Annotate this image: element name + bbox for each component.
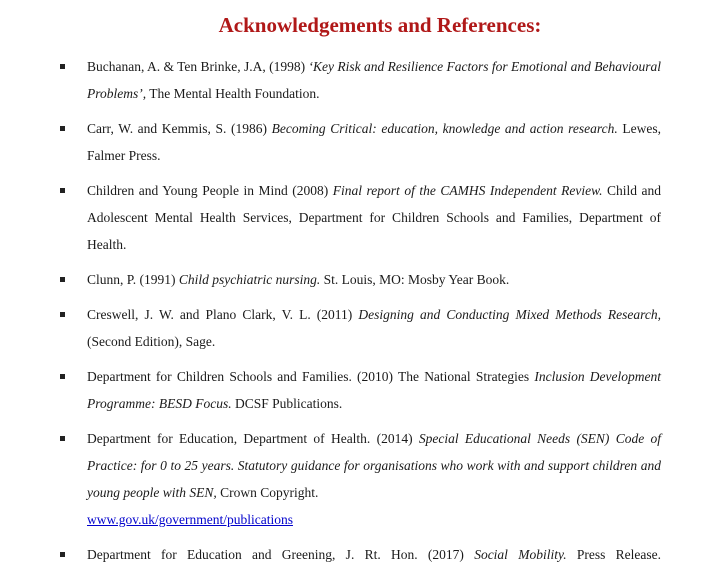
- reference-text: [87, 266, 661, 293]
- reference-list: [0, 53, 720, 576]
- square-bullet-icon: [60, 188, 65, 193]
- square-bullet-icon: [60, 126, 65, 131]
- reference-text: [87, 53, 661, 107]
- reference-authors: Children and Young People in Mind (2008): [87, 183, 333, 198]
- square-bullet-icon: [60, 374, 65, 379]
- reference-authors: Creswell, J. W. and Plano Clark, V. L. (2011): [87, 307, 359, 322]
- reference-authors: Carr, W. and Kemmis, S. (1986): [87, 121, 272, 136]
- reference-item: [0, 177, 720, 258]
- reference-authors: Buchanan, A. & Ten Brinke, J.A, (1998): [87, 59, 309, 74]
- reference-authors: Department for Education and Greening, J. Rt. Hon. (2017): [87, 547, 475, 562]
- reference-publisher: (Second Edition), Sage.: [87, 334, 216, 349]
- reference-text: [87, 301, 661, 355]
- reference-publisher: Lewes, Falmer Press.: [87, 121, 661, 163]
- square-bullet-icon: [60, 312, 65, 317]
- reference-item: [0, 53, 720, 107]
- reference-publisher: Crown Copyright.: [216, 485, 319, 500]
- page-title: Acknowledgements and References:: [218, 13, 542, 37]
- square-bullet-icon: [60, 552, 65, 557]
- reference-item: [0, 266, 720, 293]
- reference-title: Inclusion Development Programme: BESD Focus.: [87, 369, 661, 411]
- reference-item: [0, 115, 720, 169]
- reference-text: [87, 115, 661, 169]
- reference-item: [0, 425, 720, 533]
- square-bullet-icon: [60, 436, 65, 441]
- reference-item: [0, 301, 720, 355]
- reference-title: Final report of the CAMHS Independent Review.: [332, 183, 603, 198]
- reference-title: Designing and Conducting Mixed Methods Research,: [358, 307, 661, 322]
- reference-title: Special Educational Needs (SEN) Code of Practice: for 0 to 25 years. Statutory guidance for organisations who work with and support children and young people with SEN,: [87, 431, 661, 500]
- reference-item: [0, 541, 720, 568]
- reference-text: [87, 541, 661, 568]
- reference-text: [87, 177, 661, 258]
- reference-text: [87, 425, 661, 533]
- reference-title: Becoming Critical: education, knowledge and action research.: [271, 121, 618, 136]
- reference-title: Child psychiatric nursing.: [178, 272, 321, 287]
- reference-title: ‘Key Risk and Resilience Factors for Emotional and Behavioural Problems’,: [87, 59, 661, 101]
- reference-authors: Department for Education, Department of Health. (2014): [87, 431, 419, 446]
- reference-publisher: DCSF Publications.: [231, 396, 343, 411]
- reference-publisher: Press Release.: [566, 547, 662, 562]
- reference-authors: Department for Children Schools and Families. (2010) The National Strategies: [87, 369, 535, 384]
- reference-title: Social Mobility.: [474, 547, 567, 562]
- square-bullet-icon: [60, 64, 65, 69]
- reference-publisher: Child and Adolescent Mental Health Services, Department for Children Schools and Families, Department of Health.: [87, 183, 662, 252]
- reference-authors: Clunn, P. (1991): [87, 272, 179, 287]
- reference-publisher: St. Louis, MO: Mosby Year Book.: [320, 272, 510, 287]
- reference-text: [87, 363, 661, 417]
- square-bullet-icon: [60, 277, 65, 282]
- reference-item: [0, 363, 720, 417]
- publications-link[interactable]: www.gov.uk/government/publications: [87, 512, 293, 527]
- reference-publisher: The Mental Health Foundation.: [146, 86, 320, 101]
